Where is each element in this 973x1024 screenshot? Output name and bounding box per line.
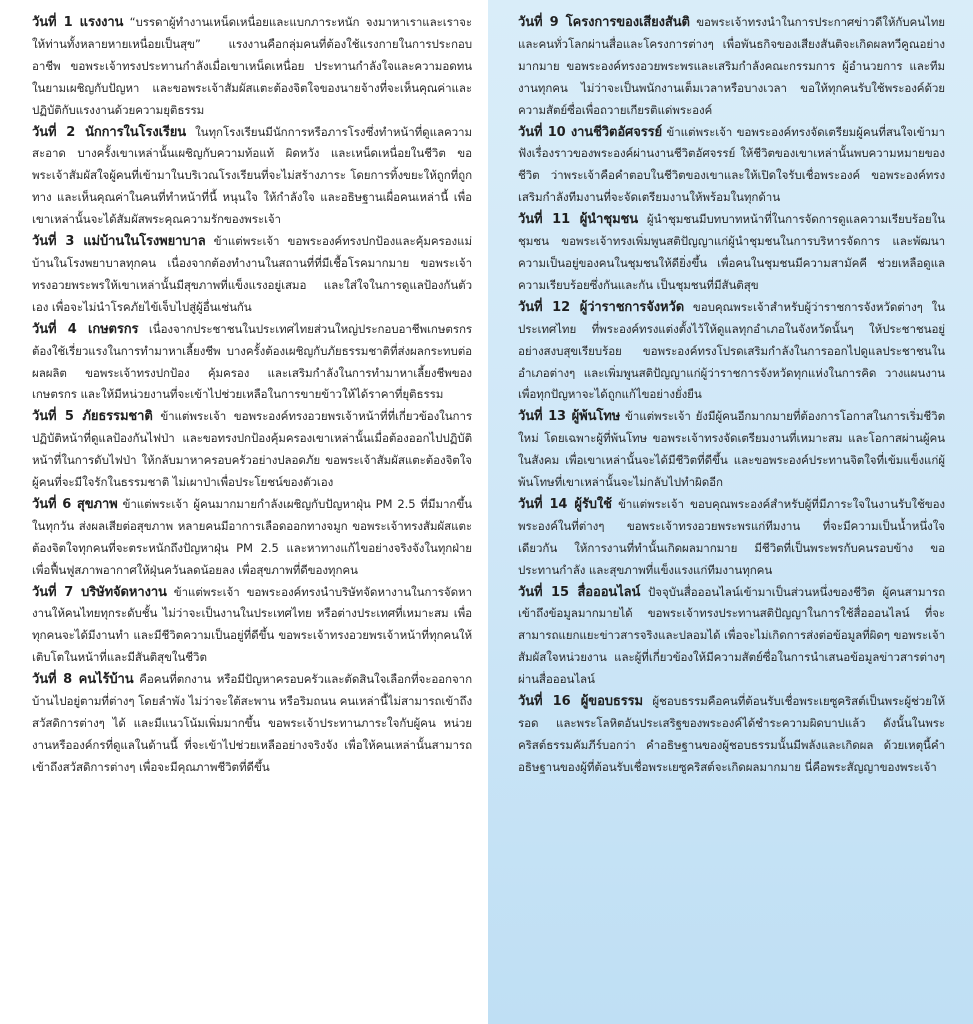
prayer-entry-day-9 — [518, 12, 945, 122]
entry-title: วันที่ 7 บริษัทจัดหางาน — [32, 584, 167, 600]
entry-body: ขอบคุณพระเจ้าสำหรับผู้ว่าราชการจังหวัดต่างๆ ในประเทศไทย ที่พระองค์ทรงแต่งตั้งไว้ให้ดูแลทุกอำเภอในจังหวัดนั้นๆ ให้ประชาชนอยู่อย่างสงบสุขเรียบร้อย ขอพระองค์ทรงโปรดเสริมกำลังในการออกไปดูแลประชาชนในอำเภอต่างๆ และเพิ่มพูนสติปัญญาแก่ผู้ว่าราชการจังหวัดทุกแห่งในการคิด วางแผนงาน เพื่อทุกปัญหาจะได้ถูกแก้ไขอย่างยั่งยืน — [518, 299, 945, 402]
entry-body: ข้าแต่พระเจ้า ขอพระองค์ทรงปกป้องและคุ้มครองแม่บ้านในโรงพยาบาลทุกคน เนื่องจากต้องทำงานในสถานที่ที่มีเชื้อโรคมากมาย ขอพระเจ้าทรงอวยพระพรให้เขาเหล่านั้นมีสุขภาพที่แข็งแรงอยู่เสมอ และใส่ใจในการดูแลป้องกันตัวเอง เพื่อจะไม่นำโรคภัยไข้เจ็บไปสู่ผู้อื่นเช่นกัน — [32, 234, 473, 314]
entry-body: ข้าแต่พระเจ้า ขอบคุณพระองค์สำหรับผู้ที่มีภาระใจในงานรับใช้ของพระองค์ในที่ต่างๆ ขอพระเจ้าทรงอวยพระพรแก่ทีมงาน ที่จะมีความเป็นน้ำหนึ่งใจเดียวกัน ให้การงานที่ทำนั้นเกิดผลมากมาย มีชีวิตที่เป็นพระพรกับคนรอบข้าง ขอประทานกำลัง และสุขภาพที่แข็งแรงแก่ทีมงานทุกคน — [518, 496, 945, 577]
prayer-entry-day-11 — [518, 209, 945, 297]
prayer-entry-day-4 — [32, 319, 472, 407]
prayer-entry-day-13 — [518, 406, 945, 494]
entry-body: ปัจจุบันสื่อออนไลน์เข้ามาเป็นส่วนหนึ่งของชีวิต ผู้คนสามารถเข้าถึงข้อมูลมากมายได้ ขอพระเจ้าทรงประทานสติปัญญาในการใช้สื่อออนไลน์ ที่จะสามารถแยกแยะข่าวสารจริงและปลอมได้ เพื่อจะไม่เกิดการส่งต่อข้อมูลที่ผิดๆ ขอพระเจ้าสัมผัสใจหน่วยงาน และผู้ที่เกี่ยวข้องให้มีความสัตย์ซื่อในการนำเสนอข้อมูลข่าวสารต่างๆ ผ่านสื่อออนไลน์ — [518, 584, 945, 687]
entry-title: วันที่ 10 งานชีวิตอัศจรรย์ — [518, 124, 662, 140]
entry-title: วันที่ 9 โครงการของเสียงสันติ — [518, 15, 690, 30]
entry-title: วันที่ 1 แรงงาน — [32, 15, 124, 30]
entry-body: ขอพระเจ้าทรงนำในการประกาศข่าวดีให้กับคนไทยและคนทั่วโลกผ่านสื่อและโครงการต่างๆ เพื่อพันธกิจของเสียงสันติจะเกิดผลทวีคูณอย่างมากมาย ขอพระองค์ทรงอวยพระพรและเสริมกำลังคณะกรรมการ ผู้อำนวยการ และทีมงานทุกคน ไม่ว่าจะเป็นพนักงานเต็มเวลาหรือบางเวลา ขอให้ทุกคนรับใช้พระองค์ด้วยความสัตย์ซื่อเพื่อถวายเกียรติแด่พระองค์ — [518, 15, 945, 117]
entry-title: วันที่ 14 ผู้รับใช้ — [518, 496, 612, 512]
entry-title: วันที่ 12 ผู้ว่าราชการจังหวัด — [518, 299, 685, 315]
prayer-entry-day-16 — [518, 691, 945, 779]
right-column — [488, 0, 973, 1024]
prayer-entry-day-7 — [32, 582, 472, 670]
entry-body: คือคนที่ตกงาน หรือมีปัญหาครอบครัวและตัดสินใจเลือกที่จะออกจากบ้านไปอยู่ตามที่ต่างๆ โดยลำพัง ไม่ว่าจะใต้สะพาน หรือริมถนน คนเหล่านี้ไม่สามารถเข้าถึงสวัสดิการต่างๆ ได้ และมีแนวโน้มเพิ่มมากขึ้น ขอพระเจ้าประทานภาระใจกับผู้คน หน่วยงานหรือองค์กรที่ดูแลในด้านนี้ ที่จะเข้าไปช่วยเหลืออย่างจริงจัง เพื่อให้คนเหล่านั้นสามารถเข้าถึงสวัสดิการต่างๆ เพื่อจะมีคุณภาพชีวิตที่ดีขึ้น — [32, 672, 472, 774]
entry-title: วันที่ 16 ผู้ขอบธรรม — [518, 694, 643, 710]
entry-body: ข้าแต่พระเจ้า ขอพระองค์ทรงนำบริษัทจัดหางานในการจัดหางานให้คนไทยทุกระดับชั้น ไม่ว่าจะเป็นงานในประเทศไทย หรือต่างประเทศที่เหมาะสม เพื่อทุกคนจะได้มีงานทำ และมีชีวิตความเป็นอยู่ที่ดีขึ้น ขอพระเจ้าทรงอวยพรเจ้าหน้าที่ทุกคนให้เติบโตในหน้าที่และมีสันติสุขในชีวิต — [32, 584, 472, 665]
entry-title: วันที่ 6 สุขภาพ — [32, 496, 118, 512]
prayer-entry-day-15 — [518, 582, 945, 692]
entry-body: ข้าแต่พระเจ้า ขอพระองค์ทรงจัดเตรียมผู้คนที่สนใจเข้ามาฟังเรื่องราวของพระองค์ผ่านงานชีวิตอัศจรรย์ ให้ชีวิตของเขาเหล่านั้นพบความหมายของชีวิต ว่าพระเจ้าคือคำตอบในชีวิตของเขาและให้เปิดใจรับเชื่อพระองค์ ขอพระองค์ทรงเสริมกำลังทีมงานที่จะจัดเตรียมงานให้พร้อมในทุกด้าน — [518, 124, 945, 205]
prayer-entry-day-6 — [32, 494, 472, 582]
prayer-entry-day-10 — [518, 122, 945, 210]
entry-body: ข้าแต่พระเจ้า ขอพระองค์ทรงอวยพรเจ้าหน้าที่ที่เกี่ยวข้องในการปฏิบัติหน้าที่ดูแลป้องกันไฟป่า และขอทรงปกป้องคุ้มครองเขาเหล่านั้นเมื่อต้องออกไปปฏิบัติหน้าที่ในการดับไฟป่า ให้กลับมาหาครอบครัวอย่างปลอดภัย ขอพระเจ้าสัมผัสแตะต้องจิตใจผู้คนที่จะมีใจรักในธรรมชาติ ไม่เผาป่าเพื่อประโยชน์ของตัวเอง — [32, 409, 472, 490]
entry-title: วันที่ 5 ภัยธรรมชาติ — [32, 409, 153, 425]
prayer-entry-day-3 — [32, 231, 472, 319]
prayer-entry-day-5 — [32, 406, 472, 494]
entry-body: เนื่องจากประชาชนในประเทศไทยส่วนใหญ่ประกอบอาชีพเกษตรกร ต้องใช้เรี่ยวแรงในการทำมาหาเลี้ยงชีพ บางครั้งต้องเผชิญกับภัยธรรมชาติที่ส่งผลกระทบต่อผลผลิต ขอพระเจ้าทรงปกป้อง คุ้มครอง และเสริมกำลังในการทำมาหาเลี้ยงชีพของเกษตรกร และให้มีหน่วยงานที่จะเข้าไปช่วยเหลือในการขายข้าวให้ได้ราคาที่ยุติธรรม — [32, 321, 472, 402]
entry-body: ผู้ชอบธรรมคือคนที่ต้อนรับเชื่อพระเยซูคริสต์เป็นพระผู้ช่วยให้รอด และพระโลหิตอันประเสริฐของพระองค์ได้ชำระความผิดบาปแล้ว ดังนั้นในพระคริสต์ธรรมคัมภีร์บอกว่า คำอธิษฐานของผู้ชอบธรรมนั้นมีพลังและเกิดผล ด้วยเหตุนี้คำอธิษฐานของผู้ที่ต้อนรับเชื่อพระเยซูคริสต์จะเกิดผลมากมาย นี่คือพระสัญญาของพระเจ้า — [518, 694, 945, 774]
entry-title: วันที่ 13 ผู้พ้นโทษ — [518, 409, 621, 425]
entry-body: ผู้นำชุมชนมีบทบาทหน้าที่ในการจัดการดูแลความเรียบร้อยในชุมชน ขอพระเจ้าทรงเพิ่มพูนสติปัญญาแก่ผู้นำชุมชนในการบริหารจัดการ และพัฒนาความเป็นอยู่ของคนในชุมชนให้ดียิ่งขึ้น เพื่อคนในชุมชนมีความสามัคคี ช่วยเหลือดูแลความเรียบร้อยซึ่งกันและกัน เป็นชุมชนที่มีสันติสุข — [518, 212, 945, 292]
entry-body: “บรรดาผู้ทำงานเหน็ดเหนื่อยและแบกภาระหนัก จงมาหาเราและเราจะให้ท่านทั้งหลายหายเหนื่อยเป็นสุข” แรงงานคือกลุ่มคนที่ต้องใช้แรงกายในการประกอบอาชีพ ขอพระเจ้าทรงประทานกำลังเมื่อเขาเหน็ดเหนื่อย ประทานกำลังใจและความอดทนในยามเผชิญกับปัญหา และขอพระเจ้าสัมผัสแตะต้องจิตใจของนายจ้างที่จะเห็นคุณค่าและปฏิบัติกับแรงงานด้วยความยุติธรรม — [32, 15, 472, 117]
entry-title: วันที่ 2 นักการในโรงเรียน — [32, 124, 187, 140]
prayer-entry-day-14 — [518, 494, 945, 582]
entry-body: ข้าแต่พระเจ้า ผู้คนมากมายกำลังเผชิญกับปัญหาฝุ่น PM 2.5 ที่มีมากขึ้นในทุกวัน ส่งผลเสียต่อสุขภาพ หลายคนมีอาการเลือดออกทางจมูก ขอพระเจ้าทรงสัมผัสแตะต้องจิตใจทุกคนที่จะตระหนักถึงปัญหาฝุ่น PM 2.5 และหาทางแก้ไขอย่างจริงจังในทุกฝ่าย เพื่อฟื้นฟูสภาพอากาศให้ฝุ่นควันลดน้อยลง เพื่อสุขภาพที่ดีของทุกคน — [32, 496, 472, 577]
entry-title: วันที่ 3 แม่บ้านในโรงพยาบาล — [32, 234, 206, 250]
entry-title: วันที่ 11 ผู้นำชุมชน — [518, 212, 639, 228]
entry-title: วันที่ 8 คนไร้บ้าน — [32, 672, 134, 688]
entry-body: ในทุกโรงเรียนมีนักการหรือภารโรงซึ่งทำหน้าที่ดูแลความสะอาด บางครั้งเขาเหล่านั้นเผชิญกับความท้อแท้ ผิดหวัง และเหน็ดเหนื่อยในชีวิต ขอพระเจ้าสัมผัสใจผู้คนที่เข้ามาในบริเวณโรงเรียนที่จะไม่สร้างภาระ โดยการทิ้งขยะให้ถูกที่ถูกทาง และเห็นคุณค่าในคนที่ทำหน้าที่นี้ หนุนใจ ให้กำลังใจ และอธิษฐานเผื่อคนเหล่านี้ เพื่อเขาเหล่านั้นจะได้สัมผัสพระคุณความรักของพระเจ้า — [32, 124, 472, 227]
entry-title: วันที่ 15 สื่อออนไลน์ — [518, 584, 641, 600]
prayer-entry-day-12 — [518, 297, 945, 407]
entry-body: ข้าแต่พระเจ้า ยังมีผู้คนอีกมากมายที่ต้องการโอกาสในการเริ่มชีวิตใหม่ โดยเฉพาะผู้ที่พ้นโทษ ขอพระเจ้าทรงจัดเตรียมงานที่เหมาะสม และโอกาสผ่านผู้คนในสังคม เพื่อเขาเหล่านั้นจะได้มีชีวิตที่ดีขึ้น และขอพระองค์ประทานจิตใจที่เข้มแข็งแก่ผู้พ้นโทษที่เขาเหล่านั้นจะไม่กลับไปทำผิดอีก — [518, 409, 946, 490]
prayer-entry-day-8 — [32, 669, 472, 779]
prayer-entry-day-2 — [32, 122, 472, 232]
entry-title: วันที่ 4 เกษตรกร — [32, 321, 139, 337]
prayer-entry-day-1 — [32, 12, 472, 122]
